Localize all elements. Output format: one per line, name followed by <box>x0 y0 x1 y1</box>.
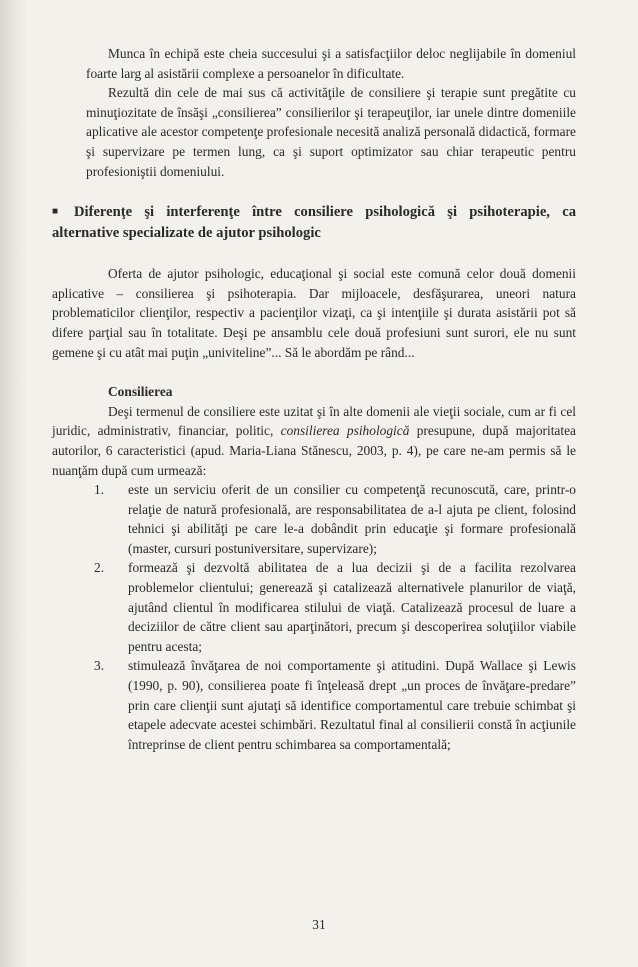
list-item <box>86 480 576 558</box>
subsection-intro-block <box>52 402 576 480</box>
list-item-text: formează şi dezvoltă abilitatea de a lua decizii şi de a facilita rezolvarea problemelor clientului; generează şi catalizează alternativele planurilor de viaţă, ajutând clientul în modificarea stilului de viaţă. Catalizează procesul de luare a deciziilor de către client sau aparţinători, precum şi descoperirea soluţiilor viabile pentru acesta; <box>128 560 576 654</box>
section-heading <box>52 201 576 244</box>
list-item <box>86 558 576 656</box>
list-item <box>86 656 576 754</box>
bullet-square-icon: ■ <box>52 206 59 218</box>
characteristics-list <box>86 480 576 754</box>
italic-term: consilierea psihologică <box>280 423 410 439</box>
list-item-text: stimulează învăţarea de noi comportamente şi atitudini. După Wallace şi Lewis (1990, p. 90), consilierea poate fi înţeleasă drept „un proces de învăţare-predare” prin care clienţii sunt ajutaţi să identifice comportamentul care trebuie schimbat şi etapele adecvate acestei schimbări. Rezultatul final al consilierii constă în acţiunile întreprinse de client pentru schimbarea sa comportamentală; <box>128 658 576 752</box>
section-heading-text: Diferenţe şi interferenţe între consiliere psihologică şi psihoterapie, ca alternative specializate de ajutor psihologic <box>52 204 576 242</box>
subsection-title: Consilierea <box>108 384 173 400</box>
page-gutter-shadow <box>0 0 28 967</box>
paragraph-teamwork: Munca în echipă este cheia succesului şi a satisfacţiilor deloc neglijabile în domeniul foarte larg al asistării complexe a persoanelor în dificultate. <box>86 46 576 81</box>
page-body <box>52 44 576 754</box>
page-number: 31 <box>312 917 326 932</box>
list-item-text: este un serviciu oferit de un consilier cu competenţă recunoscută, care, printr-o relaţie de natură profesională, are responsabilitatea de a-l ajuta pe client, folosind tehnici şi abilităţi pe care le-a dobândit prin educaţie şi formare profesională (master, cursuri postuniversitare, supervizare); <box>128 482 576 556</box>
paragraph-counseling-preparation: Rezultă din cele de mai sus că activităţile de consiliere şi terapie sunt pregătite cu minuţiozitate de însăşi „consilierea” consilierilor şi terapeuţilor, iar unele dintre domeniile aplicative ale acestor competenţe profesionale necesită analiză personală didactică, formare şi supervizare pe termen lung, ca şi suport optimizator sau chiar terapeutic pentru profesioniştii domeniului. <box>86 85 576 179</box>
paragraph-counseling-intro: Deşi termenul de consiliere este uzitat şi în alte domenii ale vieţii sociale, cum ar fi cel juridic, administrativ, financiar, politic, consilierea psihologică presupune, după majoritatea autorilor, 6 caracteristici (apud. Maria-Liana Stănescu, 2003, p. 4), pe care ne-am permis să le nuanţăm după cum urmează: <box>52 403 576 478</box>
section-paragraph-block <box>52 264 576 362</box>
list-item-number: 1. <box>94 482 105 498</box>
list-item-number: 3. <box>94 658 105 674</box>
paragraph-offer: Oferta de ajutor psihologic, educaţional şi social este comună celor două domenii aplicative – consilierea şi psihoterapia. Dar mijloacele, desfăşurarea, uneori natura problematicilor clienţilor, respectiv a pacienţilor vizaţi, ca şi intenţiile şi durata asistării pot să difere parţial sau în totalitate. Deşi pe ansamblu cele două profesiuni sunt surori, ele nu sunt gemene şi cu atât mai puţin „univiteline”... Să le abordăm pe rând... <box>52 266 576 360</box>
list-item-number: 2. <box>94 560 105 576</box>
